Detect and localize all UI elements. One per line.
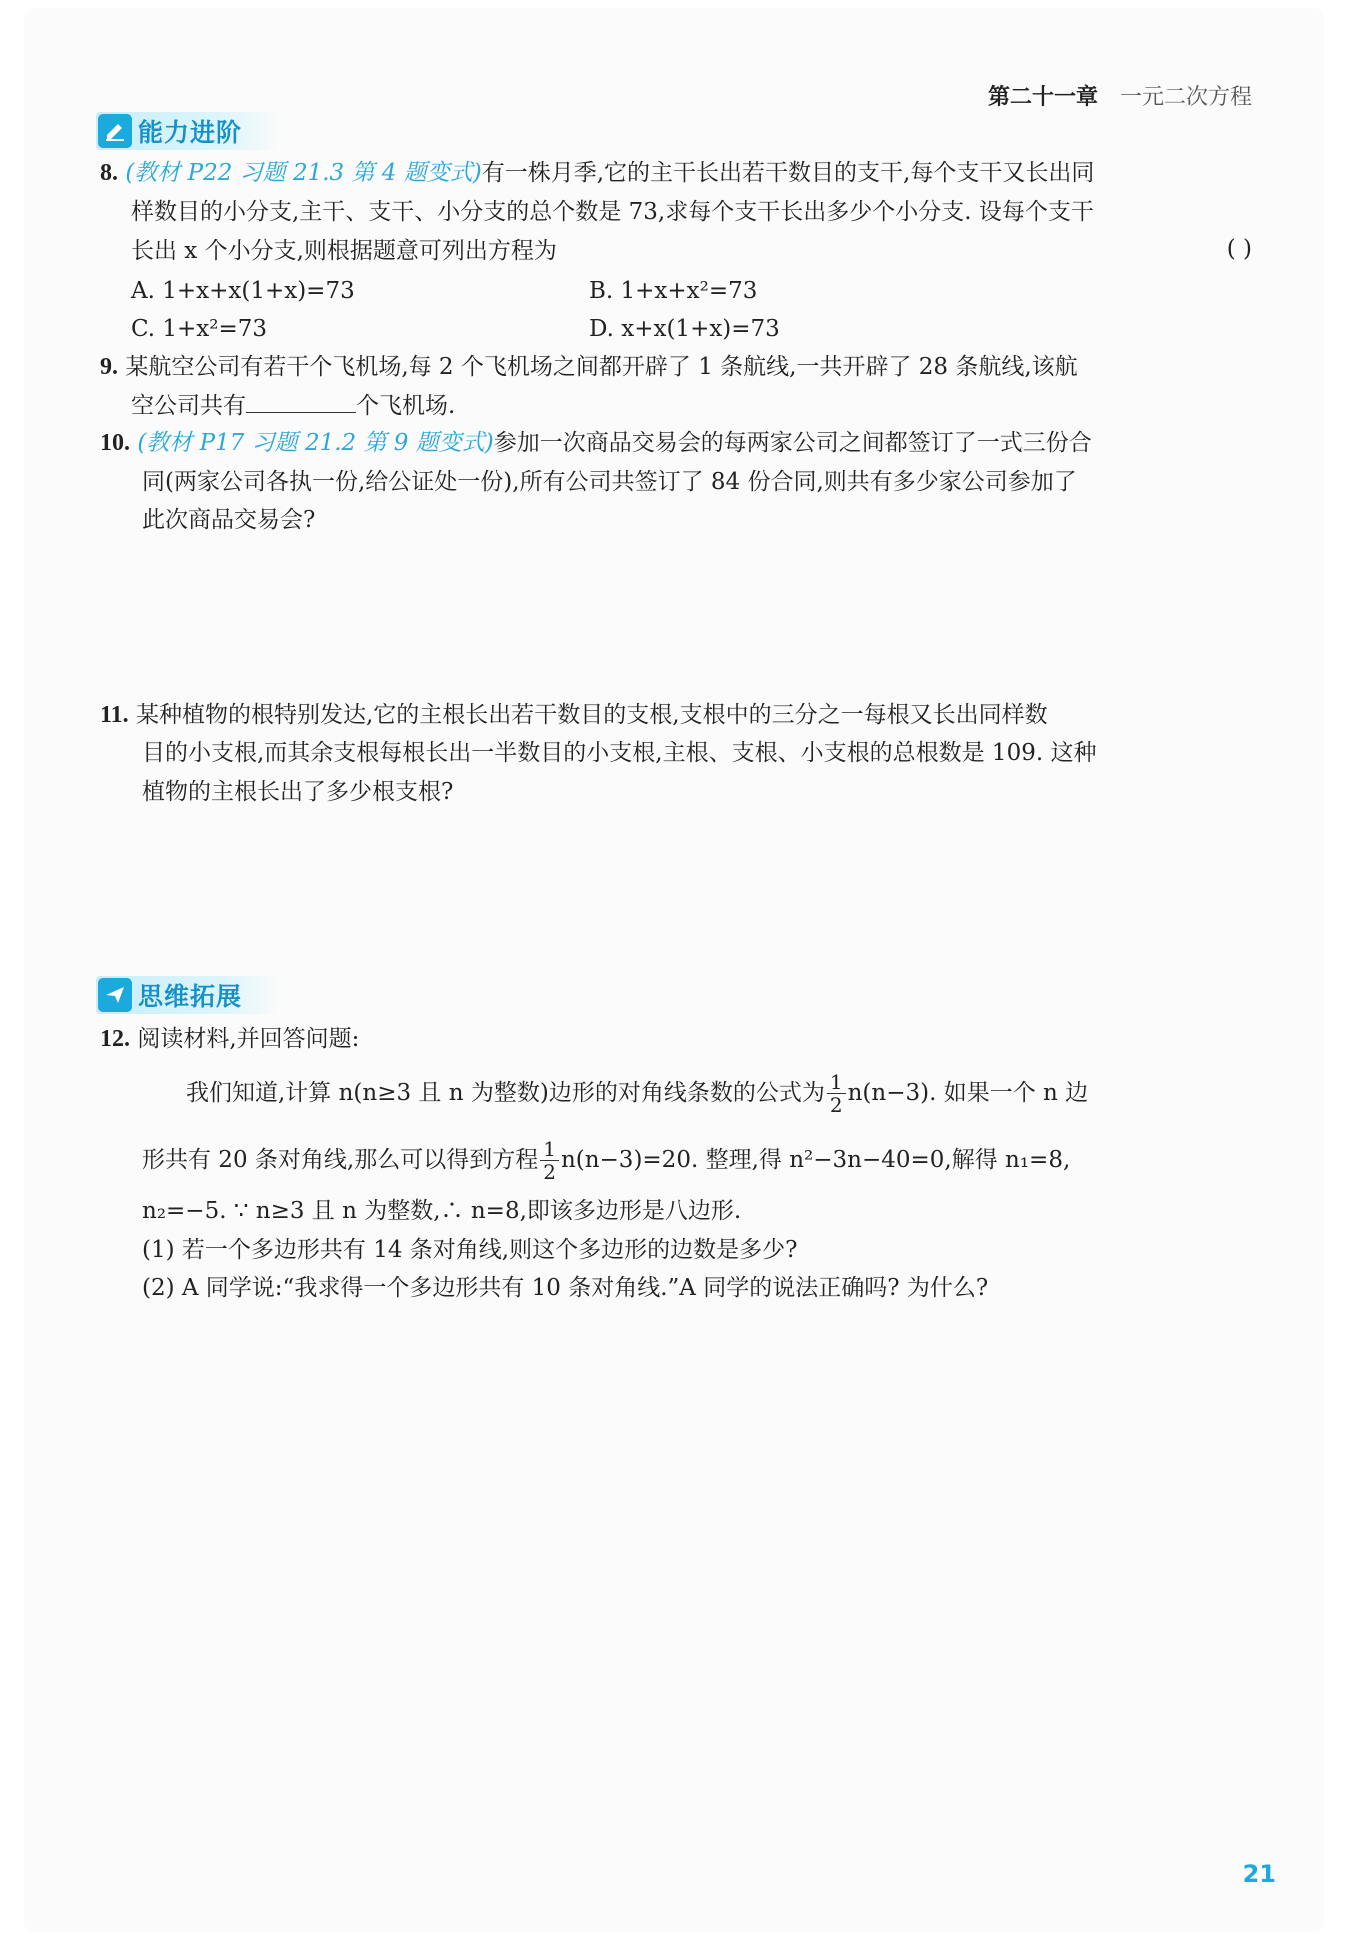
- fraction-denominator: 2: [829, 1092, 843, 1117]
- q11-line3: 植物的主根长出了多少根支根?: [142, 779, 454, 805]
- chapter-title: 一元二次方程: [1119, 85, 1252, 110]
- section-banner-ability: [96, 112, 282, 150]
- fraction-half: [827, 1071, 846, 1116]
- q10-text: 参加一次商品交易会的每两家公司之间都签订了一式三份合: [493, 430, 1092, 456]
- answer-paren: ( ): [1226, 236, 1252, 262]
- source-note: (教材 P22 习题 21.3 第 4 题变式): [125, 160, 482, 186]
- q12-line1: [100, 1024, 359, 1054]
- material-text-c: 形共有 20 条对角线,那么可以得到方程: [142, 1147, 539, 1173]
- q8-line2: 样数目的小分支,主干、支干、小分支的总个数是 73,求每个支干长出多少个小分支. 设每个支干: [131, 199, 1094, 225]
- q8-option-a: A. 1+x+x(1+x)=73: [131, 278, 355, 304]
- material-text-b: n(n−3). 如果一个 n 边: [847, 1080, 1089, 1106]
- q9-text-b: 个飞机场.: [356, 393, 456, 419]
- q9-line2: [131, 390, 455, 421]
- source-note: (教材 P17 习题 21.2 第 9 题变式): [137, 430, 494, 456]
- running-header: [988, 80, 1252, 111]
- fraction-denominator: 2: [543, 1159, 556, 1184]
- material-line2: [142, 1130, 1070, 1190]
- question-number: 9.: [100, 354, 118, 380]
- q11-text: 某种植物的根特别发达,它的主根长出若干数目的支根,支根中的三分之一每根又长出同样数: [136, 702, 1048, 728]
- paper-plane-icon: [98, 978, 132, 1012]
- material-text-d: n(n−3)=20. 整理,得 n²−3n−40=0,解得 n₁=8,: [560, 1147, 1071, 1173]
- page-number: 21: [1242, 1860, 1276, 1888]
- question-number: 8.: [100, 160, 118, 186]
- q10-line1: [100, 428, 1092, 458]
- material-line3: n₂=−5. ∵ n≥3 且 n 为整数,∴ n=8,即该多边形是八边形.: [142, 1198, 742, 1224]
- question-number: 12.: [100, 1026, 130, 1052]
- q8-option-c: C. 1+x²=73: [131, 316, 268, 342]
- chapter-label: 第二十一章: [987, 85, 1098, 110]
- q10-line2: 同(两家公司各执一份,给公证处一份),所有公司共签订了 84 份合同,则共有多少家公司参加了: [142, 469, 1077, 495]
- page: [24, 8, 1324, 1932]
- pencil-icon: [98, 114, 132, 148]
- q12-part2: (2) A 同学说:“我求得一个多边形共有 10 条对角线.”A 同学的说法正确吗? 为什么?: [142, 1275, 989, 1301]
- q11-line2: 目的小支根,而其余支根每根长出一半数目的小支根,主根、支根、小支根的总根数是 109. 这种: [142, 740, 1097, 766]
- q8-option-b: B. 1+x+x²=73: [589, 278, 758, 304]
- fraction-numerator: 1: [827, 1071, 846, 1094]
- section-banner-thinking: [96, 976, 282, 1014]
- fill-blank[interactable]: [246, 390, 356, 413]
- fraction-numerator: 1: [540, 1138, 559, 1161]
- question-number: 11.: [100, 702, 129, 728]
- question-number: 10.: [100, 430, 130, 456]
- q9-line1: [100, 352, 1078, 382]
- q9-text: 某航空公司有若干个飞机场,每 2 个飞机场之间都开辟了 1 条航线,一共开辟了 28 条航线,该航: [125, 354, 1078, 380]
- q9-text-a: 空公司共有: [131, 393, 246, 419]
- q8-text: 有一株月季,它的主干长出若干数目的支干,每个支干又长出同: [481, 160, 1095, 186]
- section-title: 思维拓展: [138, 982, 243, 1011]
- q10-line3: 此次商品交易会?: [142, 507, 316, 533]
- material-line1: [186, 1063, 1088, 1123]
- q12-intro: 阅读材料,并回答问题:: [137, 1026, 360, 1052]
- fraction-half-2: [540, 1138, 559, 1183]
- q8-line3: 长出 x 个小分支,则根据题意可列出方程为: [131, 238, 557, 264]
- q8-option-d: D. x+x(1+x)=73: [589, 316, 780, 342]
- section-title: 能力进阶: [138, 118, 243, 147]
- q8-line1: [100, 158, 1094, 188]
- material-text-a: 我们知道,计算 n(n≥3 且 n 为整数)边形的对角线条数的公式为: [186, 1080, 825, 1106]
- q12-part1: (1) 若一个多边形共有 14 条对角线,则这个多边形的边数是多少?: [142, 1237, 798, 1263]
- q11-line1: [100, 700, 1048, 730]
